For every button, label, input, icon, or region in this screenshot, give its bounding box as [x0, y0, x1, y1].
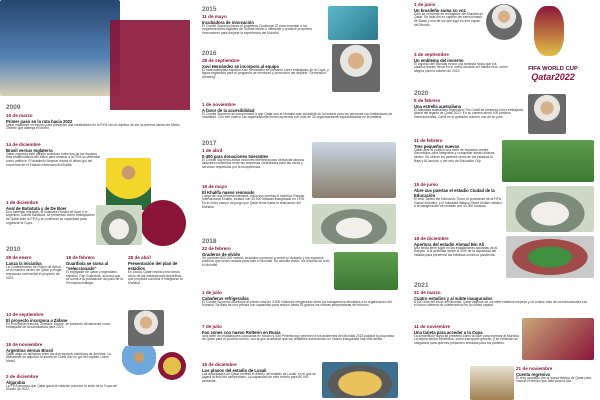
maroon-ribbon [110, 20, 190, 110]
entry-date: 22 de febrero [202, 246, 231, 251]
entry-date: 7 de julio [202, 324, 222, 329]
entry-body: En Dubái, Qatar revela cómo serán cinco de las instalaciones deportivas que proyecta construir e integrarse al Mundial. [128, 269, 183, 286]
entry-date: 1 de junio [414, 2, 436, 7]
entry-date: 31 de marzo [414, 290, 441, 295]
timeline-entry [414, 290, 590, 308]
world-cup-logo-subtitle: Qatar2022 [531, 72, 575, 82]
entry-title: Apertura del estadio Ahmad Bin Ali [414, 241, 484, 247]
entry-body: La FIFA anuncia que Qatar gana la votación para ser la sede de la Copa del Mundo de 2022. [6, 383, 118, 392]
timeline-entry [202, 246, 330, 268]
entry-date: 18 de febrero [66, 255, 95, 260]
year-label: 2016 [202, 50, 217, 57]
entry-date: 1 de diciembre [6, 200, 39, 205]
park-photo [502, 140, 594, 182]
entry-title: Lanza la iniciativa [6, 260, 42, 266]
entry-body: El emir Tamim bin Hamad Al Thani, el presidente de la FIFA, Gianni Infantino, y el futbolista italiano Pedro Mulder asisten a la inauguración del estadio con 40.000 butacas. [414, 196, 503, 209]
timeline-entry [414, 138, 498, 164]
entry-body: Una serie de instalaciones colocadas en Moscú y San Petersburgo permiten a los asistentes del Mundial 2018 palpitar la propuesta de Qatar para el próximo torneo, con la que promueve que los visitantes sobrevuelan un museo inaugurado hay más arriba. [202, 333, 395, 342]
timeline-entry [6, 113, 186, 131]
timeline-entry [414, 98, 524, 120]
entry-body: El logotipo del Mundial evoca una bufanda típica que los catarios suelen llevar en el cuello durante los meses fríos, cómo alegría para la edición de 2022. [414, 61, 508, 74]
entry-body: En el entrante francés, Zinedine Zidane, se presentó oficialmente como embajador de la candidatura para 2022. [6, 321, 111, 330]
timeline-entry [414, 52, 508, 74]
entry-date: 19 de noviembre [6, 342, 43, 347]
timeline-entry [202, 102, 398, 120]
entry-body: La Confederación de Fútbol de África se encuentra dentro de Qatar y elogia relevancia continental el proyecto de 2022. [6, 264, 62, 281]
entry-title: Abre sus puertas el estadio Ciudad de la Educación [414, 187, 495, 198]
entry-title: A favor de la accesibilidad [202, 107, 255, 113]
trophy-graphic [158, 352, 186, 380]
entry-date: 1 de julio [202, 290, 222, 295]
timeline-entry [202, 184, 308, 210]
xavi-photo [332, 44, 380, 92]
entry-date: 1 de abril [202, 148, 223, 153]
doha-skyline-photo [0, 0, 120, 96]
entry-body: Qatar organiza este partido amistoso entre dos de los equipos más emblemáticos del fútbol para mostrar a la FIFA su potencial como anfitrión. El brasileño Neymar marca el último gol del encuentro en el Estadio Internacional Khalifa. [6, 151, 100, 168]
year-label: 2010 [6, 246, 21, 253]
timeline-entry [202, 58, 330, 80]
timeline-entry [6, 312, 124, 330]
timeline-entry [414, 182, 504, 209]
timeline-entry [6, 255, 64, 281]
timeline-column-2 [194, 0, 406, 400]
year-label: 2015 [202, 6, 217, 13]
timeline-entry [202, 324, 398, 342]
entry-date: 5 de febrero [414, 98, 441, 103]
entry-body: El reloj aportado por la nueva fábrica de Qatar para marcar el tiempo que falta para la cita. [516, 375, 592, 384]
entry-body: El exjugador de Qatar y legendario español, Pep Guardiola, anuncia que se suma a la postulación del país de la Península Arábiga. [66, 269, 123, 286]
timeline-column-1 [0, 0, 190, 400]
entry-title: Una tarjeta para acceder a la Copa [414, 329, 483, 335]
countdown-clock-photo [470, 366, 514, 400]
entry-body: Cafú se convierte en embajador del Mundial de Qatar. Se trata del ex capitán del seleccionado de Brasil y uno de los que jugó en tres copas del Mundo. [414, 11, 484, 28]
timeline-entry [6, 342, 116, 364]
entry-date: 28 de septiembre [202, 58, 240, 63]
entry-body: El Comité Supremo se compromete a que Qatar sea el Mundial más accesible de la historia para las personas con limitaciones de movilidad. Con ese motivo, las organizadoras firman acuerdos con más de 30 organizaciones especializadas en la materia. [202, 111, 393, 120]
timeline-entry [202, 362, 320, 384]
cafu-photo [486, 4, 522, 40]
entry-title: El Khalifa nuevo renovado [202, 189, 255, 195]
year-label: 2021 [414, 282, 429, 289]
pitch-photo [334, 252, 398, 290]
entry-date: 11 de mayo [202, 14, 227, 19]
entry-body: El Comité Supremo activa una línea telefónica para denunciar abusos laborales cometidos entre las empresas contratadas para las obras y servicios requeridos por la competencia. [202, 157, 305, 170]
entry-title: Brasil versus Inglaterra [6, 147, 53, 153]
timeline-column-3 [410, 0, 600, 400]
entry-body: El Comité Supremo distribuye al primer total de 3.500 chalecos refrigerados entre los trabajadores afectados a la organización del Mundial. Se trata de una prenda con capacidad para reducir hasta 15 grados las últimas temperaturas del entorno. [202, 299, 392, 308]
entry-title: Un emblema del invierno [414, 57, 464, 63]
entry-body: Qatar aloja un amistoso entre las dos equipos históricos de América. La albiceleste se adjudicó el triunfo en Doha con un gol del capitán Lionel Messi. [6, 351, 111, 364]
entry-title: Algarabía [6, 379, 26, 385]
entry-title: Presentación del plan de estadios [128, 260, 178, 271]
entry-date: 2 de diciembre [6, 374, 39, 379]
entry-date: 15 de junio [414, 182, 438, 187]
entry-body: Se conocen 600.000 nuevos custodios comencé a cerrar el olvidado y los espacios públicos que serán usadas para todo el Mundial. De sencilla visión, los hinchas de todo el Mundial. [202, 255, 330, 268]
timeline-entry [6, 142, 104, 168]
stadium-photo [96, 205, 142, 245]
entry-title: 0-400 para donaciones tolerantes [202, 153, 269, 159]
timeline-entry [66, 255, 124, 286]
entry-date: 15 de diciembre [202, 362, 237, 367]
entry-body: Las autoridades de Qatar revelan el diseño del estadio de Lusail, en el que se jugará la final del campeonato. La capacidad de este recinto para 80.000 personas. [202, 371, 316, 384]
entry-title: Cuatro estadios y al subte inaugurados [414, 295, 493, 301]
entry-body: Una fiesta tiene lugar en las instalaciones ancianas de Al Rayyan. A la actividad asiste el 30% de la capacidad del estadio para preservar las medidas contra la pandemia. [414, 245, 498, 258]
entry-body: Qatar establece su equipo para presentar una candidatura en la FIFA con el objetivo de ser la primera nación de Medio Oriente que alberga el torneo. [6, 122, 180, 131]
year-label: 2009 [6, 104, 21, 111]
year-label: 2020 [414, 90, 429, 97]
education-city-stadium-photo [506, 186, 594, 232]
timeline-entry [202, 148, 308, 170]
entry-body: Dos estrellas retiradas, el holandés Ronald de Boer y el argentino Gabriel Batistuta, se presentan como embajadores de Qatar ante la FIFA y la confirman su capacidad para organizar la Copa. [6, 209, 95, 226]
timeline-entry [414, 2, 484, 28]
zidane-photo [128, 310, 164, 346]
entry-date: 13 de septiembre [6, 312, 44, 317]
hayya-card-photo [522, 318, 594, 360]
entry-title: Aval de Batistuta y de De Boer [6, 205, 67, 211]
entry-title: Argentina versus Brasil [6, 347, 54, 353]
entry-date: 19 de mayo [202, 184, 228, 189]
entry-date: 21 de noviembre [516, 366, 553, 371]
timeline-entry [6, 200, 96, 226]
entry-date: 16 de marzo [6, 113, 33, 118]
entry-body: Luego de una reforma intensiva, inicia sus puertas el histórico Estadio Internacional Khalifa, inciado con 45.000 butacas inaugurado en 1976. Es el único campo de juego que Qatar tenía hasta la realización del Mundial. [202, 193, 306, 210]
entry-title: Fan zones con nuevo Rotterin en Rusia [202, 329, 281, 335]
maroon-circle [140, 200, 186, 246]
entry-title: Cabañeras refrigeradas [202, 295, 249, 301]
entry-title: Guardiola se suma al "seleccionado" [66, 260, 109, 271]
neymar-photo [106, 158, 151, 210]
entry-title: Primer paso en la ruta hacia 2022 [6, 118, 73, 124]
entry-body: El futbolista australiano legendario Tim Cahill se presenta como embajador global del legado de Qatar 2022. En su carrera anotó 108 partidos internacionales, Cahill es el goleador número uno de su país. [414, 107, 524, 120]
entry-title: Incubadora de innovación [202, 19, 254, 25]
timeline-entry [202, 290, 398, 308]
entry-title: Una estrella australiana [414, 103, 462, 109]
year-label: 2018 [202, 238, 217, 245]
entry-date: 29 de enero [6, 255, 32, 260]
timeline-entry [6, 374, 122, 392]
timeline-entry [414, 236, 502, 258]
entry-date: 18 de diciembre [414, 236, 449, 241]
entry-title: Un brasileño suma su voz [414, 7, 466, 13]
entry-body: El Comité Supremo lanza el programa Challenge 22 para conectar a los emprendedores digitales de Oriente Medio e instruirse y producir proyectos innovadores para mejorar la experiencia del Mundial. [202, 23, 312, 36]
khalifa-stadium-photo [312, 204, 396, 244]
entry-title: Cuenta regresiva [516, 371, 550, 377]
timeline-entry [516, 366, 596, 384]
timeline-entry [128, 255, 186, 286]
year-label: 2017 [202, 140, 217, 147]
workers-photo [312, 142, 396, 198]
world-cup-trophy-icon [534, 6, 564, 56]
messi-photo [122, 346, 156, 384]
world-cup-logo-title: FIFA WORLD CUP [528, 66, 578, 72]
entry-body: El mediocampista español Xavi Hernández se presentó como embajador de la Copa, y figura registrada para el programa de mentores y promoción del deporte "Generation Amazing". [202, 67, 329, 80]
entry-title: Los planos del estadio de Lusail [202, 367, 267, 373]
entry-body: A 600 días del inicio del Mundial, Qatar dispone de los siete estadios mejores y un enlace más de comunicaciones con el nuevo sistema de subterráneos en la ciudad capital. [414, 299, 588, 308]
entry-body: La credencial Hayya se presentó como la llave para ingresar al Mundial. La tarjeta tendrá beneficios, como transporte gratuito, y se exhibirán su obligatoria para quienes presenten entradas para los partidos. [414, 333, 520, 346]
lusail-stadium-photo [322, 362, 398, 398]
ahmad-bin-ali-stadium-photo [506, 236, 594, 278]
entry-date: 1 de noviembre [202, 102, 236, 107]
entry-date: 14 de diciembre [6, 142, 41, 147]
entry-date: 3 de septiembre [414, 52, 449, 57]
entry-body: Qatar abre al público una serie de espacios verdes concebidos para integrarse y conquistar áreas urbanas dentro. Se ubican los jardines cerca de los estadios Al Bayt y Al Janoub, y del otro de Education City. [414, 147, 495, 164]
entry-title: Graderos de olvido [202, 251, 241, 257]
entry-date: 28 de abril [128, 255, 151, 260]
cahill-photo [528, 94, 566, 134]
entry-title: Tres pequeños nuevos [414, 143, 460, 149]
entry-date: 11 de febrero [414, 138, 443, 143]
timeline-entry [414, 324, 520, 346]
timeline-entry [202, 14, 322, 36]
entry-date: 11 de noviembre [414, 324, 451, 329]
entry-title: Xavi Hernández se incorpora al equipo [202, 63, 280, 69]
entry-title: El proyecto incorpora a Zidane [6, 317, 68, 323]
card-photo [328, 6, 378, 40]
